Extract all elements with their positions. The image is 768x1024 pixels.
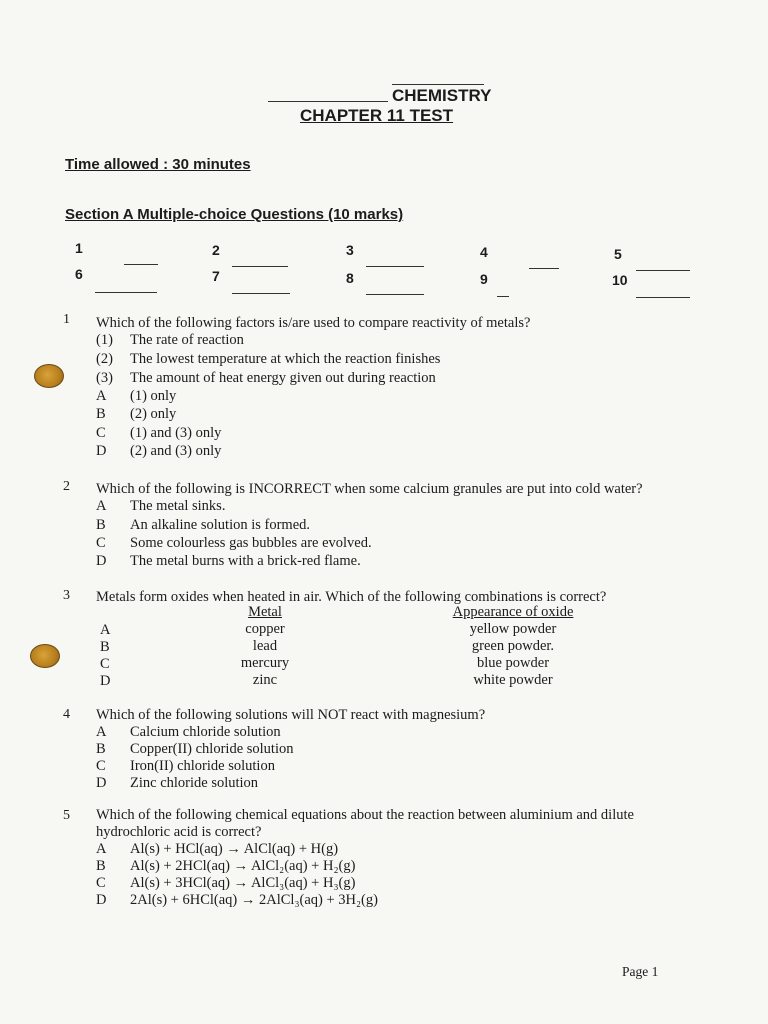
row-label: B bbox=[100, 639, 110, 655]
question-text: Which of the following factors is/are used to compare reactivity of metals? bbox=[96, 315, 531, 331]
option[interactable]: C Al(s) + 3HCl(aq) → AlCl₃(aq) + H₃(g) bbox=[96, 875, 356, 891]
answer-blank[interactable] bbox=[95, 292, 157, 293]
answer-number: 2 bbox=[212, 242, 220, 258]
option[interactable]: A The metal sinks. bbox=[96, 498, 226, 514]
metal-cell: mercury bbox=[240, 655, 290, 671]
option[interactable]: D The metal burns with a brick-red flame. bbox=[96, 553, 361, 569]
answer-blank[interactable] bbox=[636, 270, 690, 271]
answer-number: 7 bbox=[212, 268, 220, 284]
option[interactable]: B Copper(II) chloride solution bbox=[96, 741, 294, 757]
oxide-cell: white powder bbox=[473, 672, 553, 688]
question-number: 2 bbox=[63, 479, 70, 494]
answer-blank[interactable] bbox=[366, 294, 424, 295]
column-header-metal: Metal bbox=[248, 604, 282, 620]
option[interactable]: B Al(s) + 2HCl(aq) → AlCl₂(aq) + H₂(g) bbox=[96, 858, 356, 874]
answer-number: 10 bbox=[612, 272, 628, 288]
question-number: 3 bbox=[63, 588, 70, 603]
answer-number: 3 bbox=[346, 242, 354, 258]
row-label: C bbox=[100, 656, 110, 672]
question-text: Which of the following is INCORRECT when some calcium granules are put into cold water? bbox=[96, 481, 643, 497]
option[interactable]: A Al(s) + HCl(aq) → AlCl(aq) + H(g) bbox=[96, 841, 339, 857]
answer-blank[interactable] bbox=[366, 266, 424, 267]
oxide-cell: blue powder bbox=[476, 655, 550, 671]
chapter-title: CHAPTER 11 TEST bbox=[300, 106, 454, 125]
page-number: Page 1 bbox=[622, 964, 659, 979]
option[interactable]: C Iron(II) chloride solution bbox=[96, 758, 275, 774]
question-number: 4 bbox=[63, 707, 70, 722]
option[interactable]: A (1) only bbox=[96, 388, 177, 404]
subject-title: CHEMISTRY bbox=[392, 86, 492, 105]
column-header-oxide: Appearance of oxide bbox=[452, 604, 574, 620]
option[interactable]: A Calcium chloride solution bbox=[96, 724, 281, 740]
question-text-line-2: hydrochloric acid is correct? bbox=[96, 824, 262, 840]
answer-number: 1 bbox=[75, 240, 83, 256]
oxide-cell: green powder. bbox=[471, 638, 555, 654]
question-number: 5 bbox=[63, 808, 70, 823]
statement: (2) The lowest temperature at which the reaction finishes bbox=[96, 351, 441, 367]
option[interactable]: D (2) and (3) only bbox=[96, 443, 222, 459]
header-rule-top bbox=[392, 84, 484, 85]
row-label: D bbox=[100, 673, 111, 689]
option[interactable]: C (1) and (3) only bbox=[96, 425, 222, 441]
option[interactable]: C Some colourless gas bubbles are evolved. bbox=[96, 535, 372, 551]
time-allowed: Time allowed : 30 minutes bbox=[65, 156, 251, 173]
answer-blank[interactable] bbox=[636, 297, 690, 298]
section-a-heading: Section A Multiple-choice Questions (10 marks) bbox=[65, 206, 404, 223]
question-text: Metals form oxides when heated in air. Which of the following combinations is correct? bbox=[96, 589, 607, 605]
statement: (3) The amount of heat energy given out during reaction bbox=[96, 370, 436, 386]
answer-blank[interactable] bbox=[124, 264, 158, 265]
oxide-cell: yellow powder bbox=[469, 621, 557, 637]
answer-number: 8 bbox=[346, 270, 354, 286]
answer-blank[interactable] bbox=[529, 268, 559, 269]
answer-number: 6 bbox=[75, 266, 83, 282]
question-number: 1 bbox=[63, 312, 70, 327]
statement: (1) The rate of reaction bbox=[96, 332, 244, 348]
question-text: Which of the following solutions will NOT react with magnesium? bbox=[96, 707, 486, 723]
metal-cell: zinc bbox=[252, 672, 278, 688]
option[interactable]: D Zinc chloride solution bbox=[96, 775, 259, 791]
answer-blank[interactable] bbox=[232, 293, 290, 294]
answer-blank[interactable] bbox=[497, 296, 509, 297]
metal-cell: copper bbox=[245, 621, 285, 637]
answer-number: 4 bbox=[480, 244, 488, 260]
row-label: A bbox=[100, 622, 111, 638]
answer-blank[interactable] bbox=[232, 266, 288, 267]
option[interactable]: B An alkaline solution is formed. bbox=[96, 517, 311, 533]
metal-cell: lead bbox=[252, 638, 278, 654]
option[interactable]: B (2) only bbox=[96, 406, 177, 422]
option[interactable]: D 2Al(s) + 6HCl(aq) → 2AlCl₃(aq) + 3H₂(g) bbox=[96, 892, 378, 908]
header-rule bbox=[268, 101, 388, 102]
answer-number: 9 bbox=[480, 271, 488, 287]
question-text-line-1: Which of the following chemical equations about the reaction between aluminium and dilute bbox=[96, 807, 634, 823]
answer-number: 5 bbox=[614, 246, 622, 262]
